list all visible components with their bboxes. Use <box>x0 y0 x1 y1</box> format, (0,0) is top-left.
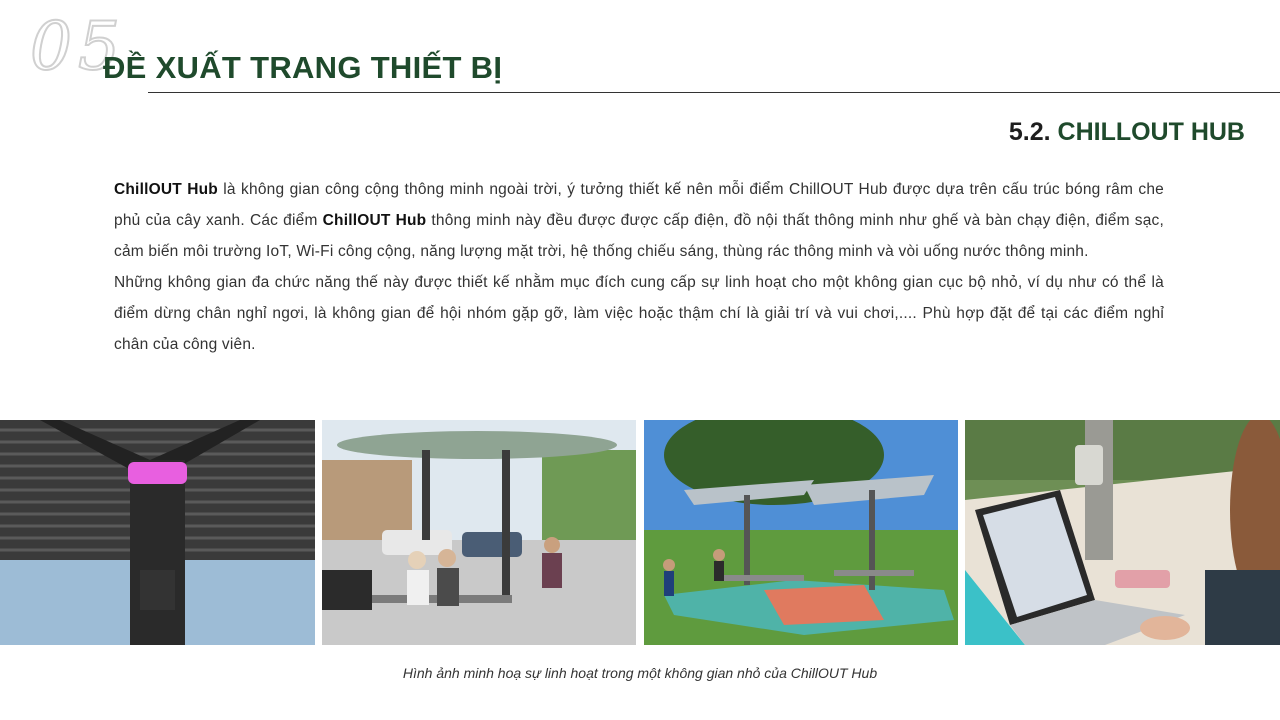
section-title: ĐỀ XUẤT TRANG THIẾT BỊ <box>103 50 503 85</box>
photo-strip <box>0 420 1280 645</box>
body-text <box>114 174 1164 360</box>
photo-laptop-charging <box>965 420 1280 645</box>
subsection-number: 5.2. <box>1008 118 1051 146</box>
photo-park-canopy <box>644 420 958 645</box>
paragraph-1-text-a: là không gian công cộng thông minh ngoài trời, ý tưởng thiết kế nên mỗi điểm ChillOUT Hub được dựa trên cấu trúc bóng râm che phủ của cây xanh. Các điểm <box>114 181 1164 229</box>
subsection-heading <box>1009 118 1245 147</box>
section-number: 05 <box>30 8 126 85</box>
photo-caption: Hình ảnh minh hoạ sự linh hoạt trong một không gian nhỏ của ChillOUT Hub <box>402 665 878 681</box>
photo-street-canopy <box>322 420 636 645</box>
brand-name: ChillOUT Hub <box>322 212 427 229</box>
paragraph-1-text-b: thông minh này đều được được cấp điện, đồ nội thất thông minh như ghế và bàn chạy điện, điểm sạc, cảm biến môi trường IoT, Wi-Fi công cộng, năng lượng mặt trời, hệ thống chiếu sáng, thùng rác thông minh và vòi uống nước thông minh. <box>114 212 1164 260</box>
paragraph-2: Những không gian đa chức năng thế này được thiết kế nhằm mục đích cung cấp sự linh hoạt cho một không gian cục bộ nhỏ, ví dụ như có thể là điểm dừng chân nghỉ ngơi, là không gian để hội nhóm gặp gỡ, làm việc hoặc thậm chí là giải trí và vui chơi,.... Phù hợp đặt để tại các điểm nghỉ chân của công viên. <box>114 274 1164 353</box>
brand-name: ChillOUT Hub <box>114 181 218 198</box>
subsection-name: CHILLOUT HUB <box>1057 118 1245 146</box>
photo-smart-pole <box>0 420 315 645</box>
title-divider <box>148 92 1280 93</box>
paragraph-1 <box>114 174 1164 267</box>
